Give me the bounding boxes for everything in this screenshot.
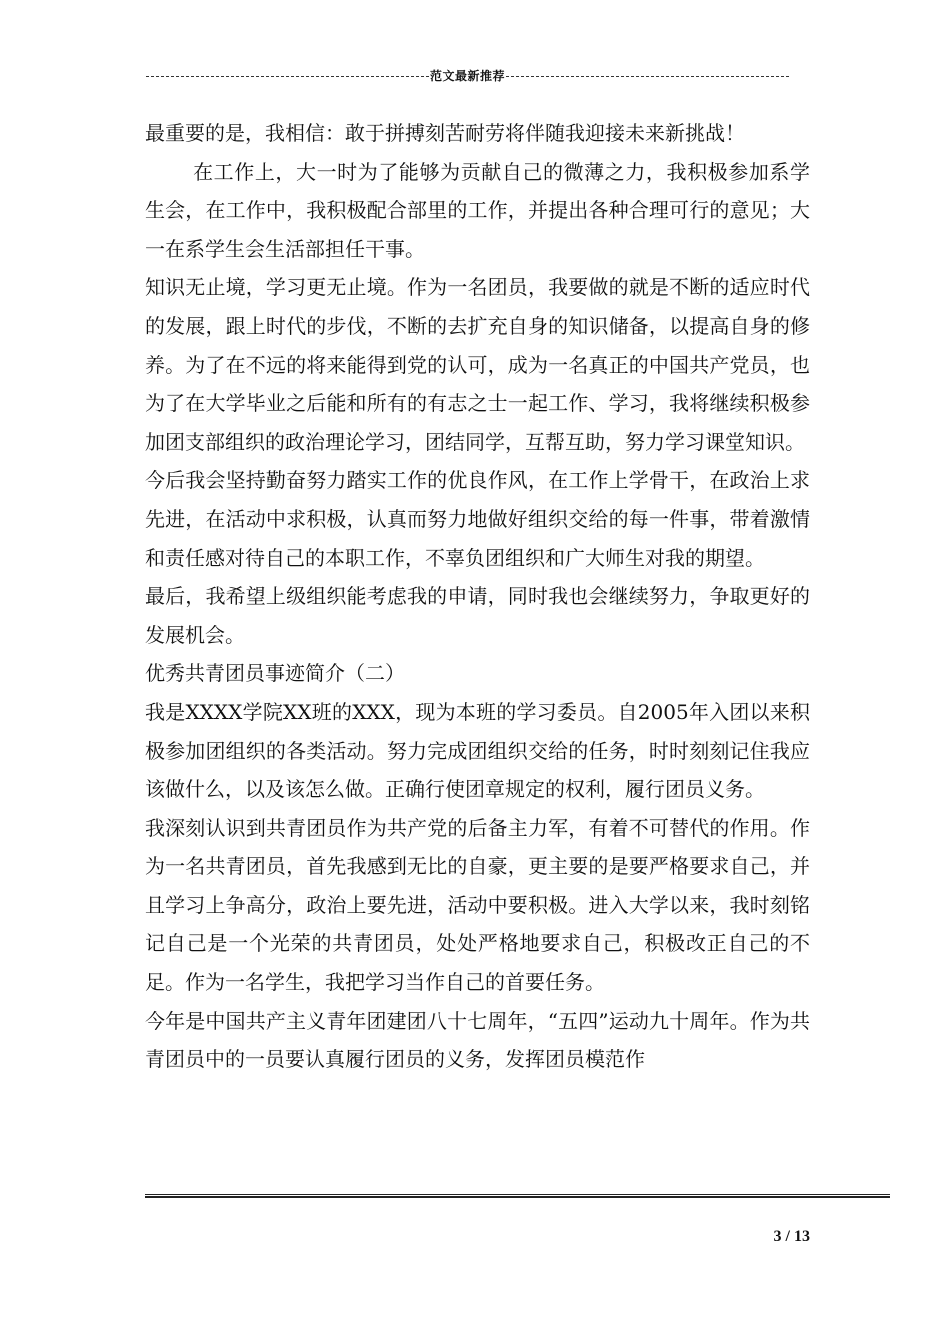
document-body: [145, 114, 810, 1079]
paragraph-2: 在工作上，大一时为了能够为贡献自己的微薄之力，我积极参加系学生会，在工作中，我积极配合部里的工作，并提出各种合理可行的意见；大一在系学生会生活部担任干事。: [145, 159, 810, 261]
header-left-rule: [146, 76, 429, 77]
page-header: [145, 66, 790, 86]
paragraph-4: 今后我会坚持勤奋努力踏实工作的优良作风，在工作上学骨干，在政治上求先进，在活动中求积极，认真而努力地做好组织交给的每一件事，带着激情和责任感对待自己的本职工作，不辜负团组织和广大师生对我的期望。: [145, 468, 810, 570]
paragraph-5: 最后，我希望上级组织能考虑我的申请，同时我也会继续努力，争取更好的发展机会。: [145, 584, 810, 647]
footer-divider: [145, 1194, 890, 1198]
paragraph-8: 今年是中国共产主义青年团建团八十七周年，“五四”运动九十周年。作为共青团员中的一员要认真履行团员的义务，发挥团员模范作: [145, 1008, 810, 1072]
section-heading: 优秀共青团员事迹简介（二）: [145, 661, 405, 686]
page-number: 3 / 13: [773, 1228, 810, 1245]
paragraph-6: 我是XXXX学院XX班的XXX，现为本班的学习委员。自2005年入团以来积极参加团组织的各类活动。努力完成团组织交给的任务，时时刻刻记住我应该做什么，以及该怎么做。正确行使团章规定的权利，履行团员义务。: [145, 699, 810, 802]
paragraph-3: 知识无止境，学习更无止境。作为一名团员，我要做的就是不断的适应时代的发展，跟上时代的步伐，不断的去扩充自身的知识储备，以提高自身的修养。为了在不远的将来能得到党的认可，成为一名真正的中国共产党员，也为了在大学毕业之后能和所有的有志之士一起工作、学习，我将继续积极参加团支部组织的政治理论学习，团结同学，互帮互助，努力学习课堂知识。: [145, 275, 810, 454]
paragraph-1: 最重要的是，我相信：敢于拼搏刻苦耐劳将伴随我迎接未来新挑战！: [145, 121, 745, 145]
header-title: 范文最新推荐: [430, 69, 506, 83]
header-right-rule: [506, 76, 789, 77]
paragraph-7: 我深刻认识到共青团员作为共产党的后备主力军，有着不可替代的作用。作为一名共青团员，首先我感到无比的自豪，更主要的是要严格要求自己，并且学习上争高分，政治上要先进，活动中要积极。进入大学以来，我时刻铭记自己是一个光荣的共青团员，处处严格地要求自己，积极改正自己的不足。作为一名学生，我把学习当作自己的首要任务。: [145, 815, 810, 995]
